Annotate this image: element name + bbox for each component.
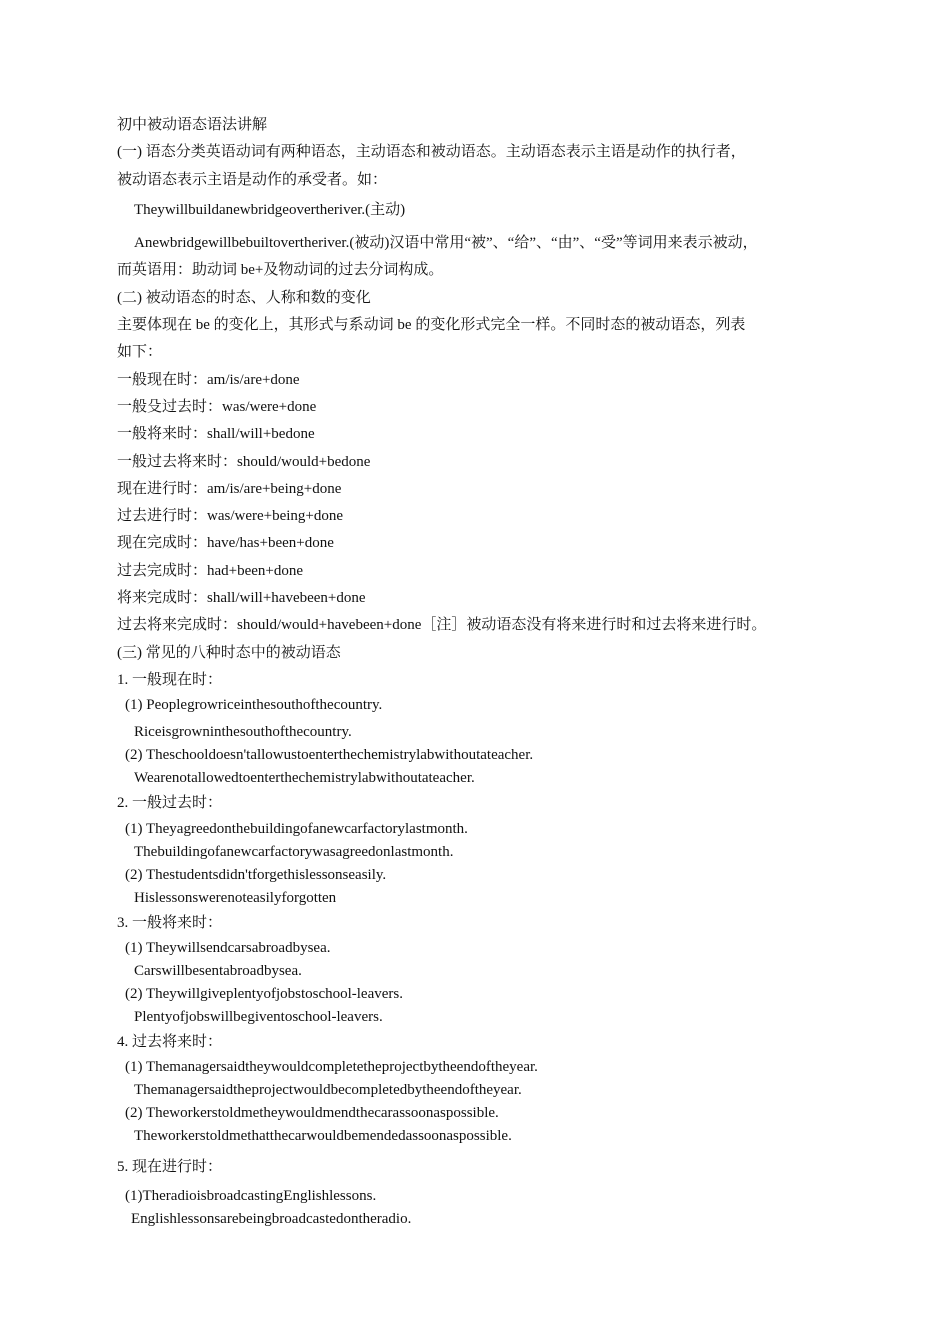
tense-row: 一般过去将来时：should/would+bedone [117, 453, 371, 470]
example-passive: Plentyofjobswillbegiventoschool-leavers. [134, 1008, 383, 1025]
section2-heading: (二) 被动语态的时态、人称和数的变化 [117, 289, 371, 306]
example-passive: Carswillbesentabroadbysea. [134, 962, 302, 979]
example-passive: Hislessonswerenoteasilyforgotten [134, 889, 337, 906]
doc-title: 初中被动语态语法讲解 [117, 117, 268, 133]
example-original: (2) Theschooldoesn'tallowustoenterthechemistrylabwithoutateacher. [125, 747, 534, 764]
tense-row: 一般现在时：am/is/are+done [117, 371, 300, 388]
tense-row: 现在进行时：am/is/are+being+done [117, 480, 342, 497]
example-passive: Englishlessonsarebeingbroadcastedontheradio. [131, 1211, 412, 1228]
tense-item-heading: 1. 一般现在时： [117, 671, 223, 688]
example-original: (1) Theywillsendcarsabroadbysea. [125, 939, 331, 956]
tense-row: 一般将来时：shall/will+bedone [117, 426, 315, 443]
example-original: (2) Theywillgiveplentyofjobstoschool-leavers. [125, 985, 403, 1002]
tense-item-heading: 3. 一般将来时： [117, 914, 223, 931]
section3-heading: (三) 常见的八种时态中的被动语态 [117, 644, 341, 661]
example-passive: Thebuildingofanewcarfactorywasagreedonlastmonth. [134, 843, 454, 860]
tense-item-heading: 4. 过去将来时： [117, 1033, 223, 1050]
tense-item-heading: 5. 现在进行时： [117, 1159, 223, 1176]
example-passive: Riceisgrowninthesouthofthecountry. [134, 724, 352, 741]
document-page [117, 112, 877, 1231]
tense-row: 将来完成时：shall/will+havebeen+done [117, 590, 366, 607]
example-original: (1) Theyagreedonthebuildingofanewcarfactorylastmonth. [125, 820, 468, 837]
example-passive: Themanagersaidtheprojectwouldbecompletedbytheendoftheyear. [134, 1082, 522, 1099]
example-passive: Wearenotallowedtoenterthechemistrylabwithoutateacher. [134, 770, 475, 787]
tense-row: 一般殳过去时：was/were+done [117, 398, 317, 415]
example-original: (2) Thestudentsdidn'tforgethislessonseasily. [125, 866, 387, 883]
example-active: Theywillbuildanewbridgeovertheriver.(主动) [134, 201, 406, 218]
example-passive: Anewbridgewillbebuiltovertheriver.(被动)汉语中常用“被”、“给”、“由”、“受”等词用来表示被动， [134, 235, 758, 252]
example-original: (1) Themanagersaidtheywouldcompletetheprojectbytheendoftheyear. [125, 1059, 538, 1076]
example-original: (1) Peoplegrowriceinthesouthofthecountry. [125, 697, 383, 714]
example-original: (1)TheradioisbroadcastingEnglishlessons. [125, 1188, 377, 1205]
tense-row: 现在完成时：have/has+been+done [117, 535, 334, 552]
example-passive: Theworkerstoldmethatthecarwouldbemendedassoonaspossible. [134, 1128, 512, 1145]
section1-line2: 被动语态表示主语是动作的承受者。如： [117, 171, 388, 188]
section1-line1: (一) 语态分类英语动词有两种语态，主动语态和被动语态。主动语态表示主语是动作的执行者， [117, 144, 746, 161]
section2-line1: 主要体现在 be 的变化上，其形式与系动词 be 的变化形式完全一样。不同时态的被动语态，列表 [117, 317, 746, 334]
section1-line3: 而英语用：助动词 be+及物动词的过去分词构成。 [117, 262, 444, 279]
section2-line2: 如下： [117, 344, 163, 361]
tense-item-heading: 2. 一般过去时： [117, 795, 223, 812]
tense-row: 过去将来完成时：should/would+havebeen+done［注］被动语态没有将来进行时和过去将来进行时。 [117, 617, 767, 634]
example-original: (2) Theworkerstoldmetheywouldmendthecarassoonaspossible. [125, 1105, 499, 1122]
tense-row: 过去进行时：was/were+being+done [117, 508, 344, 525]
tense-row: 过去完成时：had+been+done [117, 562, 304, 579]
